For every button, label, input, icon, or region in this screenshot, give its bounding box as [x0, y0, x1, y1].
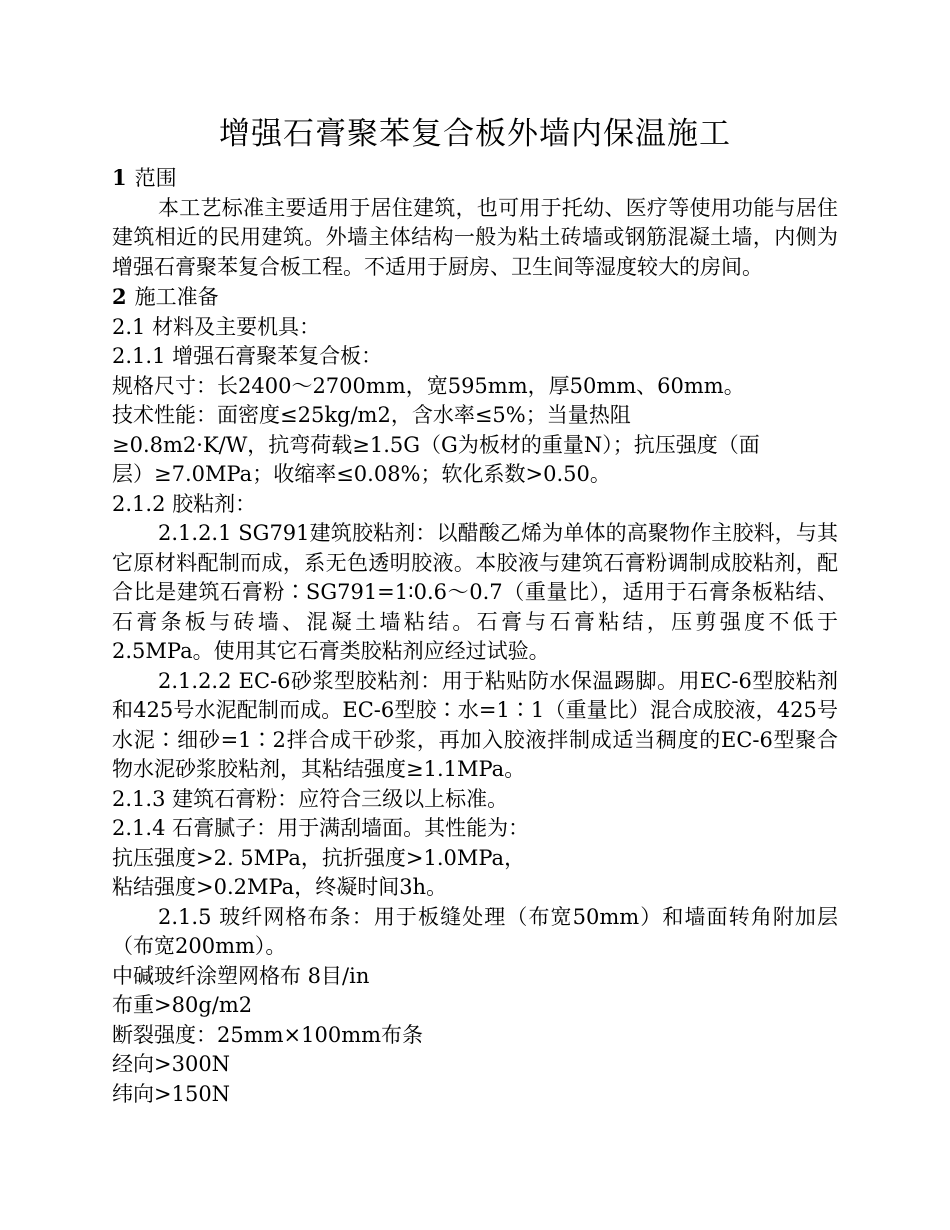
mesh-break-strength-line: 断裂强度：25mm×100mm布条 — [112, 1022, 424, 1047]
section-heading-preparation — [112, 282, 838, 313]
tech-performance-line-1: 技术性能：面密度≤25kg/m2，含水率≤5%；当量热阻 — [112, 403, 631, 427]
section-number: 2 — [112, 284, 127, 309]
spec-size-line: 规格尺寸：长2400～2700mm，宽595mm，厚50mm、60mm。 — [112, 373, 745, 398]
tech-performance-line-3: 层）≥7.0MPa；收缩率≤0.08%；软化系数>0.50。 — [112, 462, 611, 486]
subsection-2-1-2: 2.1.2 胶粘剂： — [112, 491, 257, 516]
mesh-warp-line: 经向>300N — [112, 1052, 231, 1076]
mesh-weft-line: 纬向>150N — [112, 1081, 231, 1106]
subsection-2-1-2-1: 2.1.2.1 SG791建筑胶粘剂：以醋酸乙烯为单体的高聚物作主胶料，与其它原材料配制而成，系无色透明胶液。本胶液与建筑石膏粉调制成胶粘剂，配合比是建筑石膏粉∶SG791=1∶0.6～0.7（重量比），适用于石膏条板粘结、石膏条板与砖墙、混凝土墙粘结。石膏与石膏粘结，压剪强度不低于2.5MPa。使用其它石膏类胶粘剂应经过试验。 — [112, 521, 838, 663]
tech-performance-line-2: ≥0.8m2·K/W，抗弯荷载≥1.5G（G为板材的重量N）；抗压强度（面 — [112, 432, 760, 457]
section-title: 范围 — [134, 166, 177, 190]
section-heading-scope — [112, 163, 838, 194]
subsection-2-1: 2.1 材料及主要机具： — [112, 314, 321, 339]
mesh-weight-line: 布重>80g/m2 — [112, 993, 253, 1017]
subsection-2-1-2-2: 2.1.2.2 EC-6砂浆型胶粘剂：用于粘贴防水保温踢脚。用EC-6型胶粘剂和425号水泥配制而成。EC-6型胶∶水=1∶1（重量比）混合成胶液，425号水泥∶细砂=1∶2拌合成干砂浆，再加入胶液拌制成适当稠度的EC-6型聚合物水泥砂浆胶粘剂，其粘结强度≥1.1MPa。 — [112, 668, 838, 781]
scope-paragraph: 本工艺标准主要适用于居住建筑，也可用于托幼、医疗等使用功能与居住建筑相近的民用建筑。外墙主体结构一般为粘土砖墙或钢筋混凝土墙，内侧为增强石膏聚苯复合板工程。不适用于厨房、卫生间等湿度较大的房间。 — [112, 195, 838, 279]
subsection-2-1-4: 2.1.4 石膏腻子：用于满刮墙面。其性能为： — [112, 816, 530, 840]
document-title: 增强石膏聚苯复合板外墙内保温施工 — [219, 116, 731, 152]
subsection-2-1-3: 2.1.3 建筑石膏粉：应符合三级以上标准。 — [112, 786, 509, 811]
putty-property-line-2: 粘结强度>0.2MPa，终凝时间3h。 — [112, 875, 448, 899]
subsection-2-1-1: 2.1.1 增强石膏聚苯复合板： — [112, 344, 383, 368]
document-body — [112, 163, 838, 1109]
section-number: 1 — [112, 165, 127, 190]
section-title: 施工准备 — [134, 285, 219, 309]
mesh-type-line: 中碱玻纤涂塑网格布 8目/in — [112, 963, 370, 988]
putty-property-line-1: 抗压强度>2. 5MPa，抗折强度>1.0MPa， — [112, 845, 526, 870]
subsection-2-1-5: 2.1.5 玻纤网格布条：用于板缝处理（布宽50mm）和墙面转角附加层（布宽200mm）。 — [112, 904, 838, 958]
